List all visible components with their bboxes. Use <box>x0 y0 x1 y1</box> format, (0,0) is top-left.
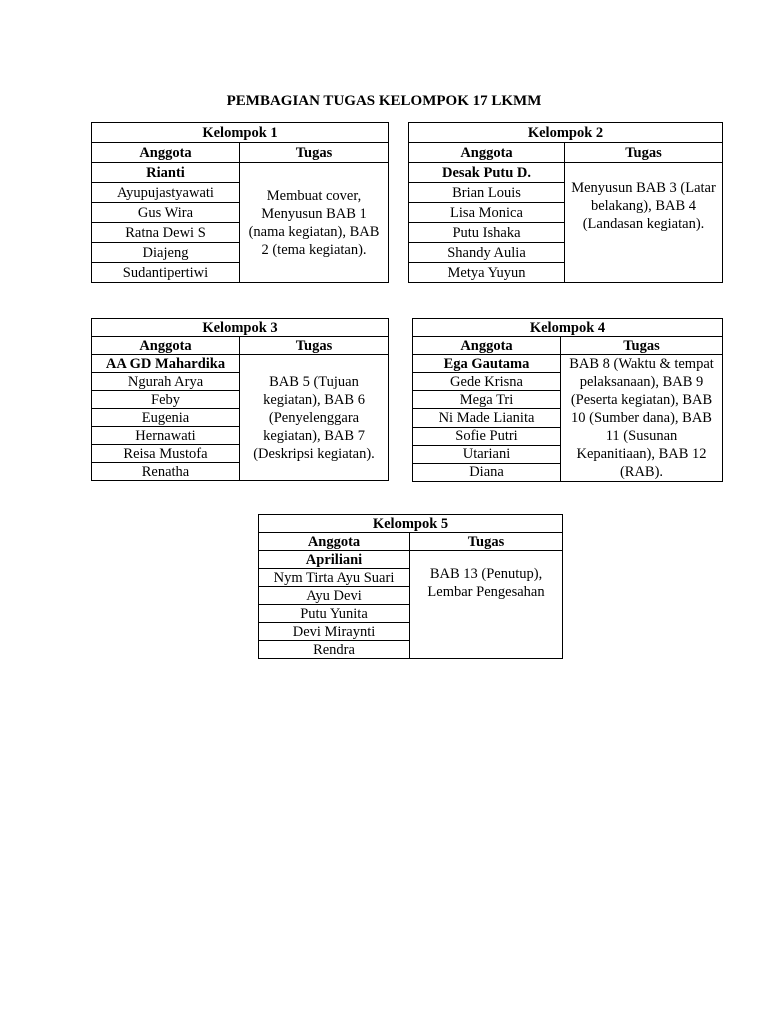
group-title: Kelompok 2 <box>409 123 723 143</box>
member-cell: Diajeng <box>92 243 240 263</box>
group-4-table <box>412 318 723 482</box>
group-task: BAB 13 (Penutup), Lembar Pengesahan <box>410 551 563 659</box>
member-cell: Putu Yunita <box>259 605 410 623</box>
group-task: BAB 5 (Tujuan kegiatan), BAB 6 (Penyelenggara kegiatan), BAB 7 (Deskripsi kegiatan). <box>240 355 389 481</box>
member-cell: Renatha <box>92 463 240 481</box>
members-header: Anggota <box>409 143 565 163</box>
tasks-header: Tugas <box>561 337 723 355</box>
member-cell: Shandy Aulia <box>409 243 565 263</box>
group-task: Membuat cover, Menyusun BAB 1 (nama kegiatan), BAB 2 (tema kegiatan). <box>240 163 389 283</box>
group-3-table <box>91 318 389 481</box>
member-cell: Ratna Dewi S <box>92 223 240 243</box>
group-title: Kelompok 5 <box>259 515 563 533</box>
member-cell: Ngurah Arya <box>92 373 240 391</box>
member-cell: Diana <box>413 463 561 481</box>
group-leader: Ega Gautama <box>413 355 561 373</box>
member-cell: Nym Tirta Ayu Suari <box>259 569 410 587</box>
group-leader: AA GD Mahardika <box>92 355 240 373</box>
member-cell: Feby <box>92 391 240 409</box>
group-title: Kelompok 3 <box>92 319 389 337</box>
member-cell: Sudantipertiwi <box>92 263 240 283</box>
tasks-header: Tugas <box>240 337 389 355</box>
member-cell: Gede Krisna <box>413 373 561 391</box>
member-cell: Devi Miraynti <box>259 623 410 641</box>
member-cell: Sofie Putri <box>413 427 561 445</box>
tasks-header: Tugas <box>240 143 389 163</box>
group-task: BAB 8 (Waktu & tempat pelaksanaan), BAB 9 (Peserta kegiatan), BAB 10 (Sumber dana), BAB 11 (Susunan Kepanitiaan), BAB 12 (RAB). <box>561 355 723 482</box>
member-cell: Metya Yuyun <box>409 263 565 283</box>
member-cell: Hernawati <box>92 427 240 445</box>
group-title: Kelompok 1 <box>92 123 389 143</box>
member-cell: Mega Tri <box>413 391 561 409</box>
group-task: Menyusun BAB 3 (Latar belakang), BAB 4 (Landasan kegiatan). <box>565 163 723 283</box>
members-header: Anggota <box>259 533 410 551</box>
member-cell: Putu Ishaka <box>409 223 565 243</box>
group-1-table <box>91 122 389 283</box>
member-cell: Eugenia <box>92 409 240 427</box>
member-cell: Gus Wira <box>92 203 240 223</box>
group-leader: Desak Putu D. <box>409 163 565 183</box>
group-5-table <box>258 514 563 659</box>
group-leader: Apriliani <box>259 551 410 569</box>
group-2-table <box>408 122 723 283</box>
member-cell: Reisa Mustofa <box>92 445 240 463</box>
member-cell: Rendra <box>259 641 410 659</box>
member-cell: Lisa Monica <box>409 203 565 223</box>
members-header: Anggota <box>413 337 561 355</box>
members-header: Anggota <box>92 143 240 163</box>
group-leader: Rianti <box>92 163 240 183</box>
member-cell: Ayu Devi <box>259 587 410 605</box>
member-cell: Utariani <box>413 445 561 463</box>
members-header: Anggota <box>92 337 240 355</box>
group-title: Kelompok 4 <box>413 319 723 337</box>
tasks-header: Tugas <box>565 143 723 163</box>
member-cell: Ni Made Lianita <box>413 409 561 427</box>
member-cell: Ayupujastyawati <box>92 183 240 203</box>
document-title: PEMBAGIAN TUGAS KELOMPOK 17 LKMM <box>226 93 542 109</box>
tasks-header: Tugas <box>410 533 563 551</box>
member-cell: Brian Louis <box>409 183 565 203</box>
